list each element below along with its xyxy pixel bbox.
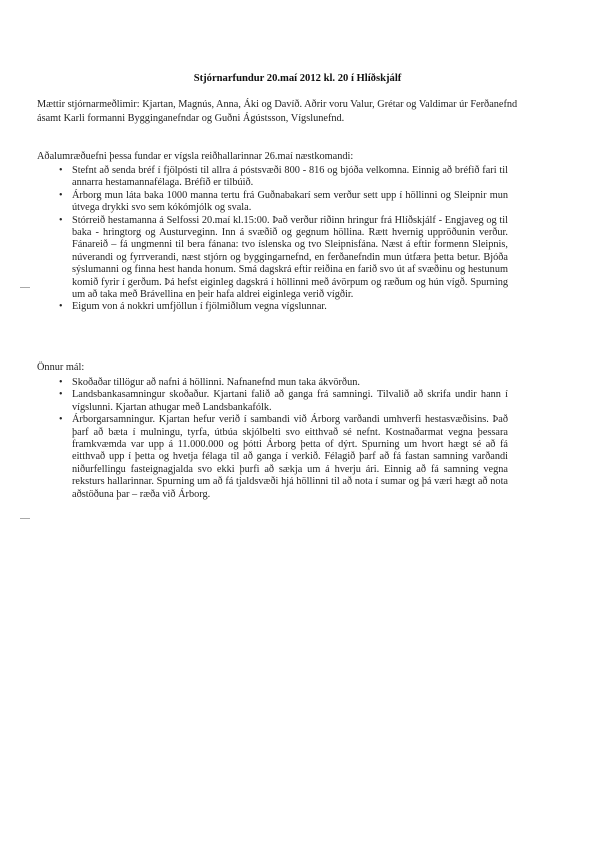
main-items-list <box>60 165 508 314</box>
main-topic-intro: Aðalumræðuefni þessa fundar er vígsla reiðhallarinnar 26.maí næstkomandi: <box>37 151 354 162</box>
bullet-icon: • <box>59 165 63 176</box>
bullet-icon: • <box>59 301 63 313</box>
list-item: • Eigum von á nokkri umfjöllun í fjölmiðlum vegna vígslunnar. <box>59 301 327 313</box>
list-item: • Árborg mun láta baka 1000 manna tertu frá Guðnabakarí sem verður sett upp í höllinni og Sleipnir mun útvega drykki svo sem kókómjólk og svala. <box>59 189 508 214</box>
list-item: • Árborgarsamningur. Kjartan hefur verið í sambandi við Árborg varðandi umhverfi hestasvæðisins. Það þarf að bæta í mulningu, tyrfa, útbúa skjólbelti svo eitthvað sé nefnt. Kostnaðarmat vegna þessara framkvæmda var upp á 11.000.000 og þótti Árborg þetta of dýrt. Spurning um hvort hægt sé að fá eitthvað upp í þetta og hvetja félaga til að ganga í verkið. Félagið þarf að fá fastan samning varðandi niðurfellingu fasteignagjalda svo ekki þurfi að sækja um á hverju ári. Einnig að fá samning vegna reksturs hallarinnar. Spurning um að fá tjaldsvæði hjá höllinni til að nota í sumar og þá væri hægt að nota aðstöðuna þar – ræða við Árborg. <box>59 414 508 500</box>
other-matters-heading: Önnur mál: <box>37 362 85 373</box>
bullet-icon: • <box>59 414 63 426</box>
list-item: • Stórreið hestamanna á Selfossi 20.maí kl.15:00. Það verður riðinn hringur frá Hlíðskjálf - Engjaveg og til baka - hringtorg og Austurveginn. Inn á svæðið og gegnum höllina. Rætt hvernig uppröðunin verður. Fánareið – fá ungmenni til bera fánana: tvo íslenska og tvo Sleipnisfána. Næst á eftir formenn Sleipnis, núverandi og fyrrverandi, næst stjórn og byggingarnefnd, en ferðanefndin mun útfæra þetta betur. Bjóða sýslumanni og finna hest handa honum. Smá dagskrá eftir reiðina en farið svo út af svæðinu og hestunum komið fyrir í gerðum. Þá hefst eiginleg dagskrá í höllinni með ávörpum og ræðum og hún vígð. Spurning um að taka með Brávellina en þeir hafa aldrei eiginlega verið vígðir. <box>59 214 508 301</box>
document-title: Stjórnarfundur 20.maí 2012 kl. 20 í Hlíðskjálf <box>193 73 402 84</box>
other-items-list <box>60 377 508 501</box>
attendees-paragraph: Mættir stjórnarmeðlimir: Kjartan, Magnús, Anna, Áki og Davíð. Aðrir voru Valur, Grétar og Valdimar úr Ferðanefnd ásamt Karli formanni Bygginganefndar og Guðni Ágústsson, Vígslunefnd. <box>37 99 518 125</box>
list-item: • Stefnt að senda bréf í fjölpósti til allra á póstsvæði 800 - 816 og bjóða velkomna. Einnig að bréfið fari til annarra hestamannafélaga. Bréfið er tilbúið. <box>59 165 508 189</box>
scan-margin-mark <box>20 518 30 519</box>
bullet-icon: • <box>59 389 63 401</box>
list-item: • Skoðaðar tillögur að nafni á höllinni. Nafnanefnd mun taka ákvörðun. <box>59 377 360 388</box>
bullet-icon: • <box>59 377 63 388</box>
bullet-icon: • <box>59 189 63 201</box>
bullet-icon: • <box>59 214 63 226</box>
list-item: • Landsbankasamningur skoðaður. Kjartani falið að ganga frá samningi. Tilvalið að skrifa undir hann í vígslunni. Kjartan athugar með Landsbankafólk. <box>59 389 508 413</box>
scan-margin-mark <box>20 287 30 288</box>
